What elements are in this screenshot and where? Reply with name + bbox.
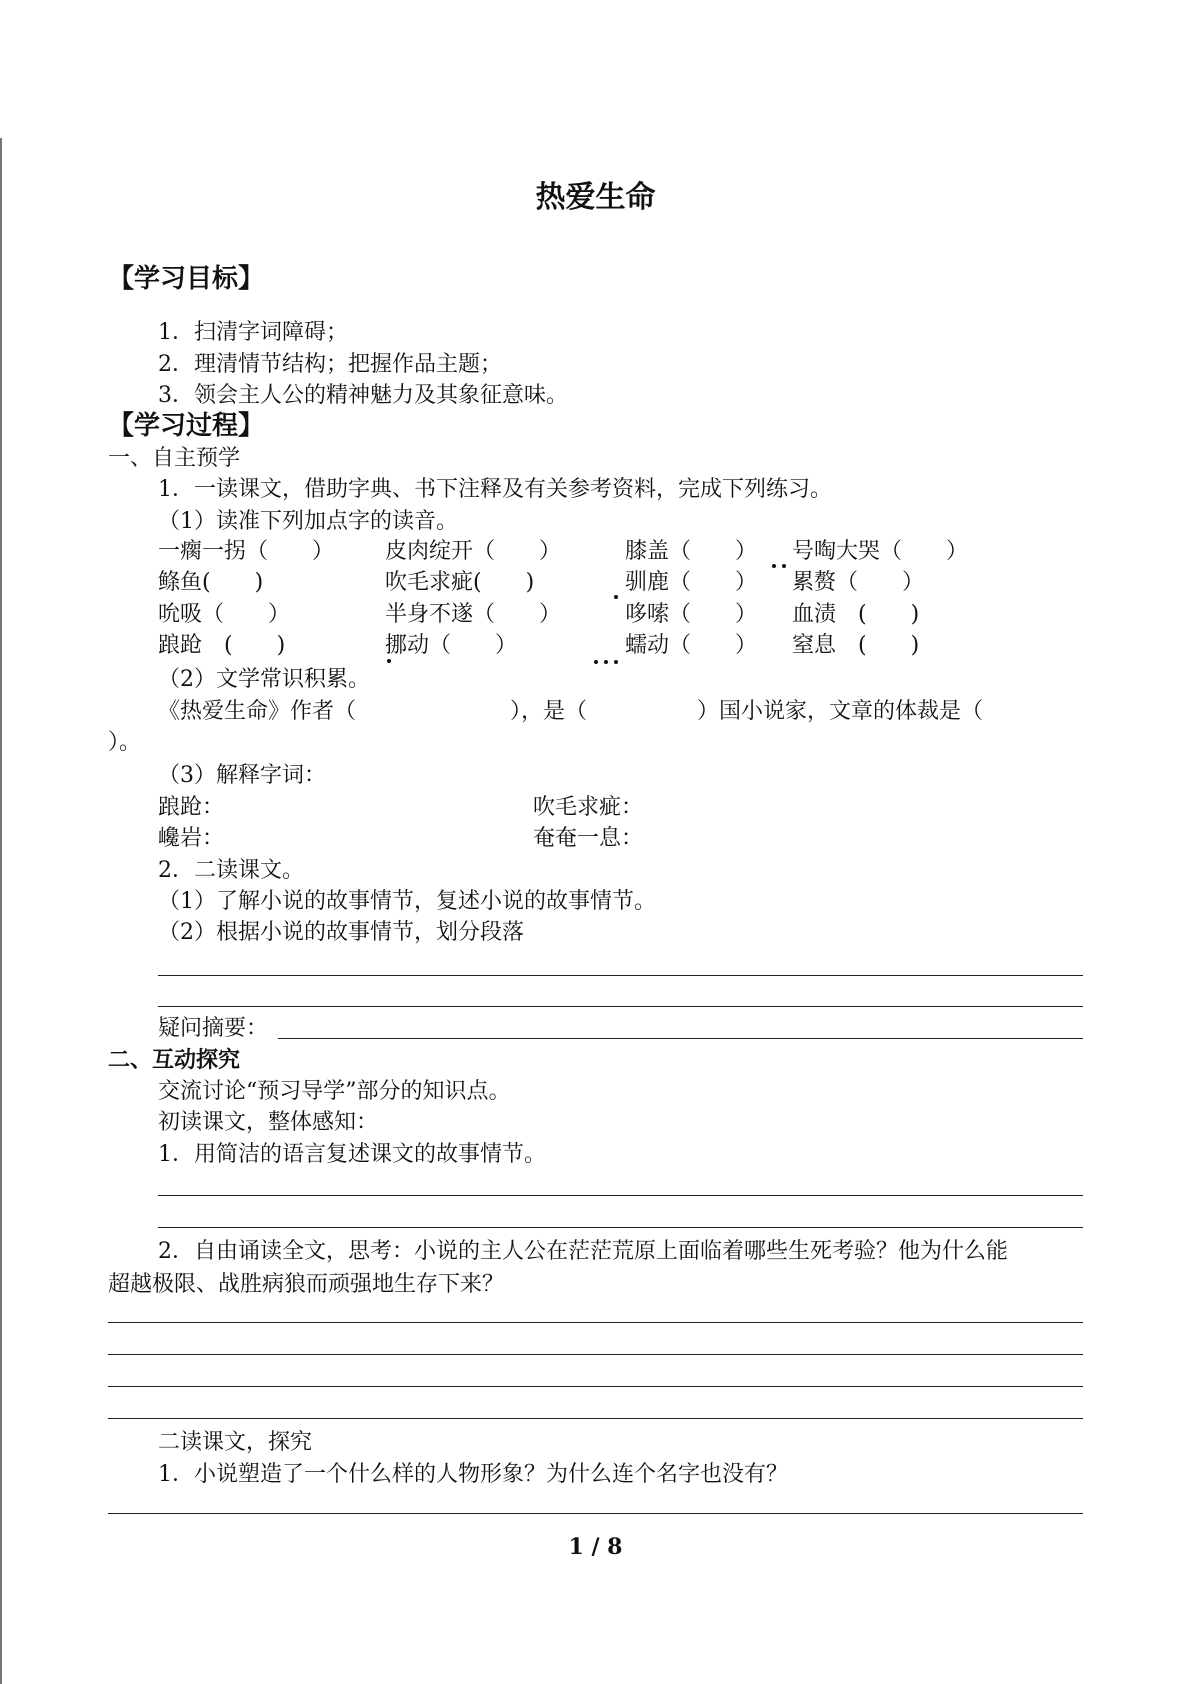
answer-line — [158, 1195, 1083, 1196]
objective-item: 2．理清情节结构；把握作品主题； — [158, 352, 502, 377]
task2-text: 2．二读课文。 — [158, 858, 304, 883]
page-title: 热爱生命 — [535, 180, 656, 215]
pinyin-item: 哆嗦（ ） — [625, 602, 758, 627]
answer-line — [158, 1006, 1083, 1007]
part2-question: 1．用简洁的语言复述课文的故事情节。 — [158, 1142, 546, 1167]
word-item: 巉岩： — [158, 826, 225, 851]
part2-question: 2．自由诵读全文，思考：小说的主人公在茫茫荒原上面临着哪些生死考验？他为什么能 — [158, 1239, 1008, 1264]
objectives-heading: 【学习目标】 — [108, 264, 265, 294]
part2-text: 交流讨论“预习导学”部分的知识点。 — [158, 1079, 511, 1104]
pinyin-item: 皮肉绽开（ ） — [385, 539, 562, 564]
answer-line — [108, 1513, 1083, 1514]
lit-line: 《热爱生命》作者（ ），是（ ）国小说家，文章的体裁是（ — [158, 699, 984, 724]
word-item: 踉跄： — [158, 795, 225, 820]
answer-line — [158, 975, 1083, 976]
pinyin-item: 膝盖（ ） — [625, 539, 758, 564]
objective-item: 1．扫清字词障碍； — [158, 320, 348, 345]
task1-text: 1．一读课文，借助字典、书下注释及有关参考资料，完成下列练习。 — [158, 477, 832, 502]
emphasis-dot — [614, 660, 618, 664]
part2-question: 1．小说塑造了一个什么样的人物形象？为什么连个名字也没有？ — [158, 1462, 788, 1487]
pinyin-question: （1）读准下列加点字的读音。 — [158, 509, 458, 534]
pinyin-item: 一瘸一拐（ ） — [158, 539, 335, 564]
page-number: 1 / 8 — [568, 1534, 623, 1560]
pinyin-item: 踉跄 ( ) — [158, 633, 286, 658]
answer-line — [108, 1354, 1083, 1355]
pinyin-item: 挪动（ ） — [385, 633, 518, 658]
pinyin-item: 半身不遂（ ） — [385, 602, 562, 627]
word-item: 奄奄一息： — [533, 826, 644, 851]
emphasis-dot — [594, 660, 598, 664]
answer-line — [108, 1322, 1083, 1323]
lit-line: ）。 — [108, 730, 142, 755]
emphasis-dot — [387, 659, 391, 663]
pinyin-item: 窒息 ( ) — [792, 633, 920, 658]
pinyin-item: 号啕大哭（ ） — [792, 539, 969, 564]
pinyin-item: 鲦鱼( ) — [158, 570, 264, 595]
pinyin-item: 蠕动（ ） — [625, 633, 758, 658]
part2-heading: 二、互动探究 — [108, 1047, 241, 1073]
pinyin-item: 驯鹿（ ） — [625, 570, 758, 595]
answer-line — [158, 1227, 1083, 1228]
task2-sub: （1）了解小说的故事情节，复述小说的故事情节。 — [158, 889, 656, 914]
pinyin-item: 吮吸（ ） — [158, 602, 291, 627]
emphasis-dot — [772, 564, 776, 568]
left-margin-line — [0, 138, 2, 1684]
answer-line — [278, 1038, 1083, 1039]
lit-question: （2）文学常识积累。 — [158, 667, 370, 692]
pinyin-item: 吹毛求疵( ) — [385, 570, 535, 595]
part1-heading: 一、自主预学 — [108, 446, 241, 471]
objective-item: 3．领会主人公的精神魅力及其象征意味。 — [158, 383, 568, 408]
part2-subheading: 二读课文，探究 — [158, 1430, 313, 1455]
doubt-label: 疑问摘要： — [158, 1016, 269, 1041]
emphasis-dot — [604, 660, 608, 664]
process-heading: 【学习过程】 — [108, 411, 265, 441]
part2-text: 初读课文，整体感知： — [158, 1110, 379, 1135]
pinyin-item: 血渍 ( ) — [792, 602, 920, 627]
emphasis-dot — [614, 595, 618, 599]
words-question: （3）解释字词： — [158, 763, 326, 788]
answer-line — [108, 1418, 1083, 1419]
word-item: 吹毛求疵： — [533, 795, 644, 820]
answer-line — [108, 1386, 1083, 1387]
task2-sub: （2）根据小说的故事情节，划分段落 — [158, 920, 524, 945]
pinyin-item: 累赘（ ） — [792, 570, 925, 595]
emphasis-dot — [782, 564, 786, 568]
part2-question-cont: 超越极限、战胜病狼而顽强地生存下来？ — [108, 1272, 505, 1297]
